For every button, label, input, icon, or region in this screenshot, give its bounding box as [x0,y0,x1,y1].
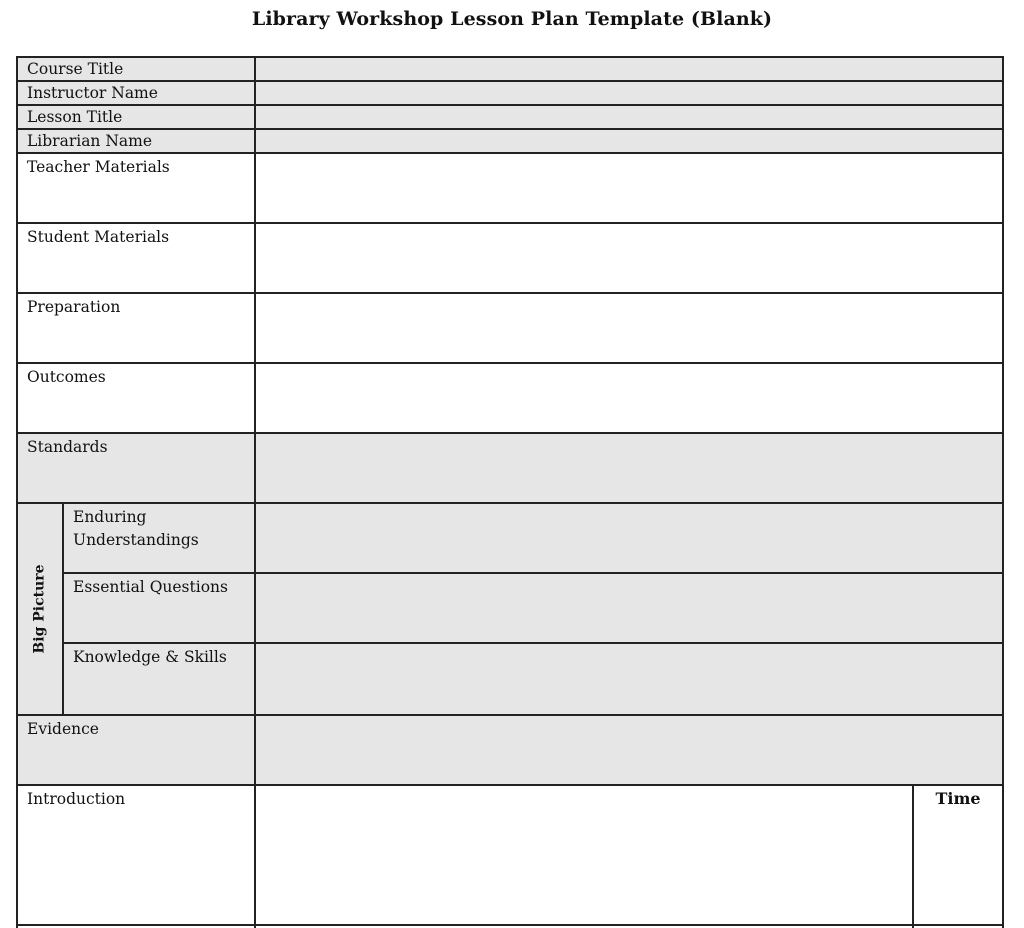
instructor-name-label: Instructor Name [18,82,256,104]
evidence-field[interactable] [256,716,1002,784]
knowledge-skills-field[interactable] [256,644,1002,714]
big-picture-label: Big Picture [32,564,48,654]
row-knowledge-skills [64,644,1002,716]
teacher-materials-field[interactable] [256,154,1002,222]
enduring-understandings-field[interactable] [256,504,1002,572]
introduction-label: Introduction [18,786,256,924]
course-title-field[interactable] [256,58,1002,80]
outcomes-label: Outcomes [18,364,256,432]
course-title-label: Course Title [18,58,256,80]
row-lesson-title [18,106,1002,130]
row-essential-questions [64,574,1002,644]
row-instructor-name [18,82,1002,106]
document-title: Library Workshop Lesson Plan Template (Blank) [251,8,773,30]
lesson-title-field[interactable] [256,106,1002,128]
enduring-label-line1: Enduring [73,508,147,526]
row-course-title [18,58,1002,82]
standards-label: Standards [18,434,256,502]
row-outcomes [18,364,1002,434]
student-materials-field[interactable] [256,224,1002,292]
knowledge-skills-label: Knowledge & Skills [64,644,256,714]
introduction-field[interactable] [256,786,914,924]
essential-questions-label: Essential Questions [64,574,256,642]
enduring-understandings-label [64,504,256,572]
teacher-materials-label: Teacher Materials [18,154,256,222]
row-enduring-understandings [64,504,1002,574]
essential-questions-field[interactable] [256,574,1002,642]
lesson-title-label: Lesson Title [18,106,256,128]
row-preparation [18,294,1002,364]
row-introduction [18,786,1002,926]
row-evidence [18,716,1002,786]
time-header: Time [935,789,981,808]
instructor-name-field[interactable] [256,82,1002,104]
row-librarian-name [18,130,1002,154]
preparation-field[interactable] [256,294,1002,362]
lesson-plan-table [16,56,1004,928]
student-materials-label: Student Materials [18,224,256,292]
enduring-label-line2: Understandings [73,531,199,549]
standards-field[interactable] [256,434,1002,502]
outcomes-field[interactable] [256,364,1002,432]
preparation-label: Preparation [18,294,256,362]
row-teacher-materials [18,154,1002,224]
big-picture-group [18,504,64,716]
evidence-label: Evidence [18,716,256,784]
row-student-materials [18,224,1002,294]
librarian-name-field[interactable] [256,130,1002,152]
librarian-name-label: Librarian Name [18,130,256,152]
row-standards [18,434,1002,504]
